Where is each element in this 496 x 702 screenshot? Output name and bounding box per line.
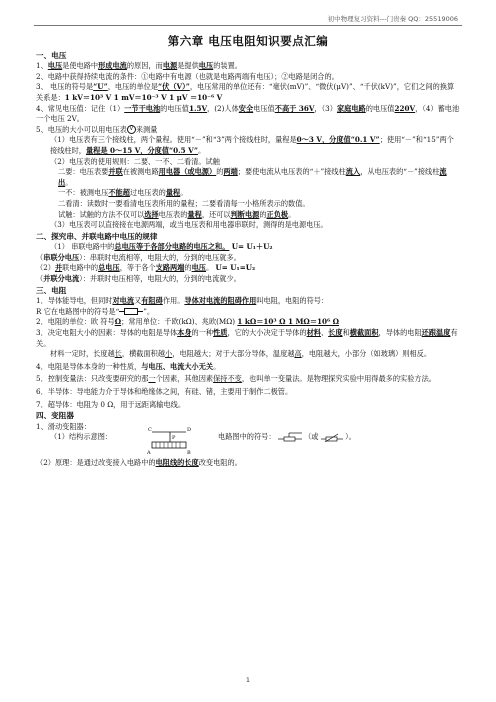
paragraph: 5．控制变量法：只改变要研究的那一个因素，其他因素保持不变，也叫单一变量法。是物理探究实验中用得最多的实验方法。	[36, 374, 436, 384]
paragraph: 一不：被测电压不能超过电压表的量程。	[58, 188, 188, 198]
paragraph: （2）原理：是通过改变接入电路中的电阻线的长度改变电阻的。	[36, 458, 242, 468]
terminal-label-d: D	[187, 427, 192, 434]
rheostat-alt-symbol-icon	[321, 432, 343, 442]
section-heading-rheostat: 四、变阻器	[36, 411, 74, 421]
section-heading-resistance: 三、电阻	[36, 285, 67, 295]
paragraph: （3）电压表可以直接接在电源两端，或当电压表和用电器串联时，测得的是电源电压。	[50, 220, 328, 230]
slider-label-p: P	[172, 435, 176, 442]
terminal-label-c: C	[148, 427, 152, 434]
paragraph: 二要：电压表要并联在被测电路用电器（或电源）的两端；要使电流从电压表的“＋”接线柱流入，从电压表的“－”接线柱流出。	[58, 167, 447, 187]
page-number: 1	[245, 676, 251, 684]
terminal-label-a: A	[147, 450, 151, 457]
paragraph: 1、滑动变阻器：	[36, 421, 91, 431]
paragraph: （串联分电压）：串联时电流相等，电阻大的，分到的电压就多。	[36, 252, 241, 262]
section-heading-series-parallel: 二、探究串、并联电路中电压的规律	[36, 231, 158, 241]
rheostat-diagram-row: （1）结构示意图： C D A B P 电路图中的符号： （或 ）。	[50, 427, 356, 457]
page-title: 第六章 电压电阻知识要点汇编	[167, 34, 329, 48]
paragraph: 4．电阻是导体本身的一种性质，与电压、电流大小无关。	[36, 361, 221, 371]
paragraph: 材料一定时，长度越长，横截面积越小，电阻越大；对于大部分导体，温度越高，电阻越大，小部分（如玻璃）则相反。	[50, 349, 432, 359]
paragraph: R 它在电路图中的符号是“ ”。	[36, 306, 155, 316]
paragraph: （2）电压表的使用规则：二要、一不、二看清。试触	[50, 156, 220, 166]
paragraph: 7．超导体：电阻为 0 Ω，用于远距离输电线。	[36, 399, 186, 409]
paragraph: 3、 电压的符号是“U”，电压的单位是“伏（V）”，电压常用的单位还有：“毫伏(mV)”、“微伏(μV)”、“千伏(kV)”，它们之间的换算关系是：1 kV＝10³ V 1 mV＝10⁻³ V 1 μV ＝10⁻⁶ V	[36, 82, 455, 102]
paragraph: （1）电压表有三个接线柱，两个量程。使用“－”和“3”两个接线柱时，量程是0～3 V，分度值“0.1 V”；使用“－”和“15”两个接线柱时，量程是 0～15 V，分度值“0.5 V”。	[50, 135, 454, 155]
paragraph: 3．决定电阻大小的因素：导体的电阻是导体本身的一种性质，它的大小决定于导体的材料、长度和横截面积，导体的电阻还跟温度有关。	[36, 328, 458, 348]
voltmeter-icon: V	[127, 125, 136, 134]
resistor-symbol-icon	[124, 308, 138, 315]
paragraph: 4、常见电压值：记住（1）一节干电池的电压值1.5V，(2)人体安全电压值不高于 36V，（3）家庭电路的电压值220V，（4）蓄电池一个电压 2V。	[36, 103, 460, 124]
page-header: 初中物理复习资料---门贵秦 QQ：25519006	[327, 15, 458, 23]
header-divider	[34, 25, 462, 26]
paragraph: 1．导体能导电，但同时对电流又有阻碍作用。导体对电流的阻碍作用叫电阻，电阻的符号：	[36, 296, 329, 306]
paragraph: 试触：试触的方法不仅可以选择电压表的量程，还可以判断电源的正负极。	[58, 209, 296, 219]
terminal-label-b: B	[187, 450, 191, 457]
paragraph: （并联分电流）：并联时电压相等，电阻大的，分到的电流就少。	[36, 274, 241, 284]
paragraph: 2．电阻的单位：欧 符号Ω；常用单位：千欧(kΩ)、兆欧(MΩ) 1 kΩ＝10³ Ω 1 MΩ＝10⁶ Ω	[36, 317, 340, 327]
paragraph: 5、电压的大小可以用电压表 V 来测量	[36, 124, 158, 134]
paragraph: （2）并联电路中的总电压，等于各个支路两端的电压。 U= U₁=U₂	[36, 263, 256, 273]
paragraph: 二看清：读数时一要看清电压表所用的量程；二要看清每一小格所表示的数值。	[58, 198, 310, 208]
rheostat-structure-diagram	[146, 426, 192, 458]
rheostat-symbol-icon	[278, 432, 302, 442]
paragraph: 6．半导体：导电能力介于导体和绝缘体之间，有硅、锗，主要用于制作二极管。	[36, 387, 293, 396]
document-body	[36, 30, 460, 469]
section-heading-voltage: 一、电压	[36, 50, 67, 60]
paragraph: （1） 串联电路中的总电压等于各部分电路的电压之和。 U= U₁＋U₂	[50, 242, 273, 252]
paragraph: 2、电路中获得持续电流的条件：①电路中有电源（也就是电路两端有电压）；②电路是闭合的。	[36, 71, 339, 81]
paragraph: 1、电压是使电路中形成电流的原因，而电源是提供电压的装置。	[36, 61, 242, 71]
